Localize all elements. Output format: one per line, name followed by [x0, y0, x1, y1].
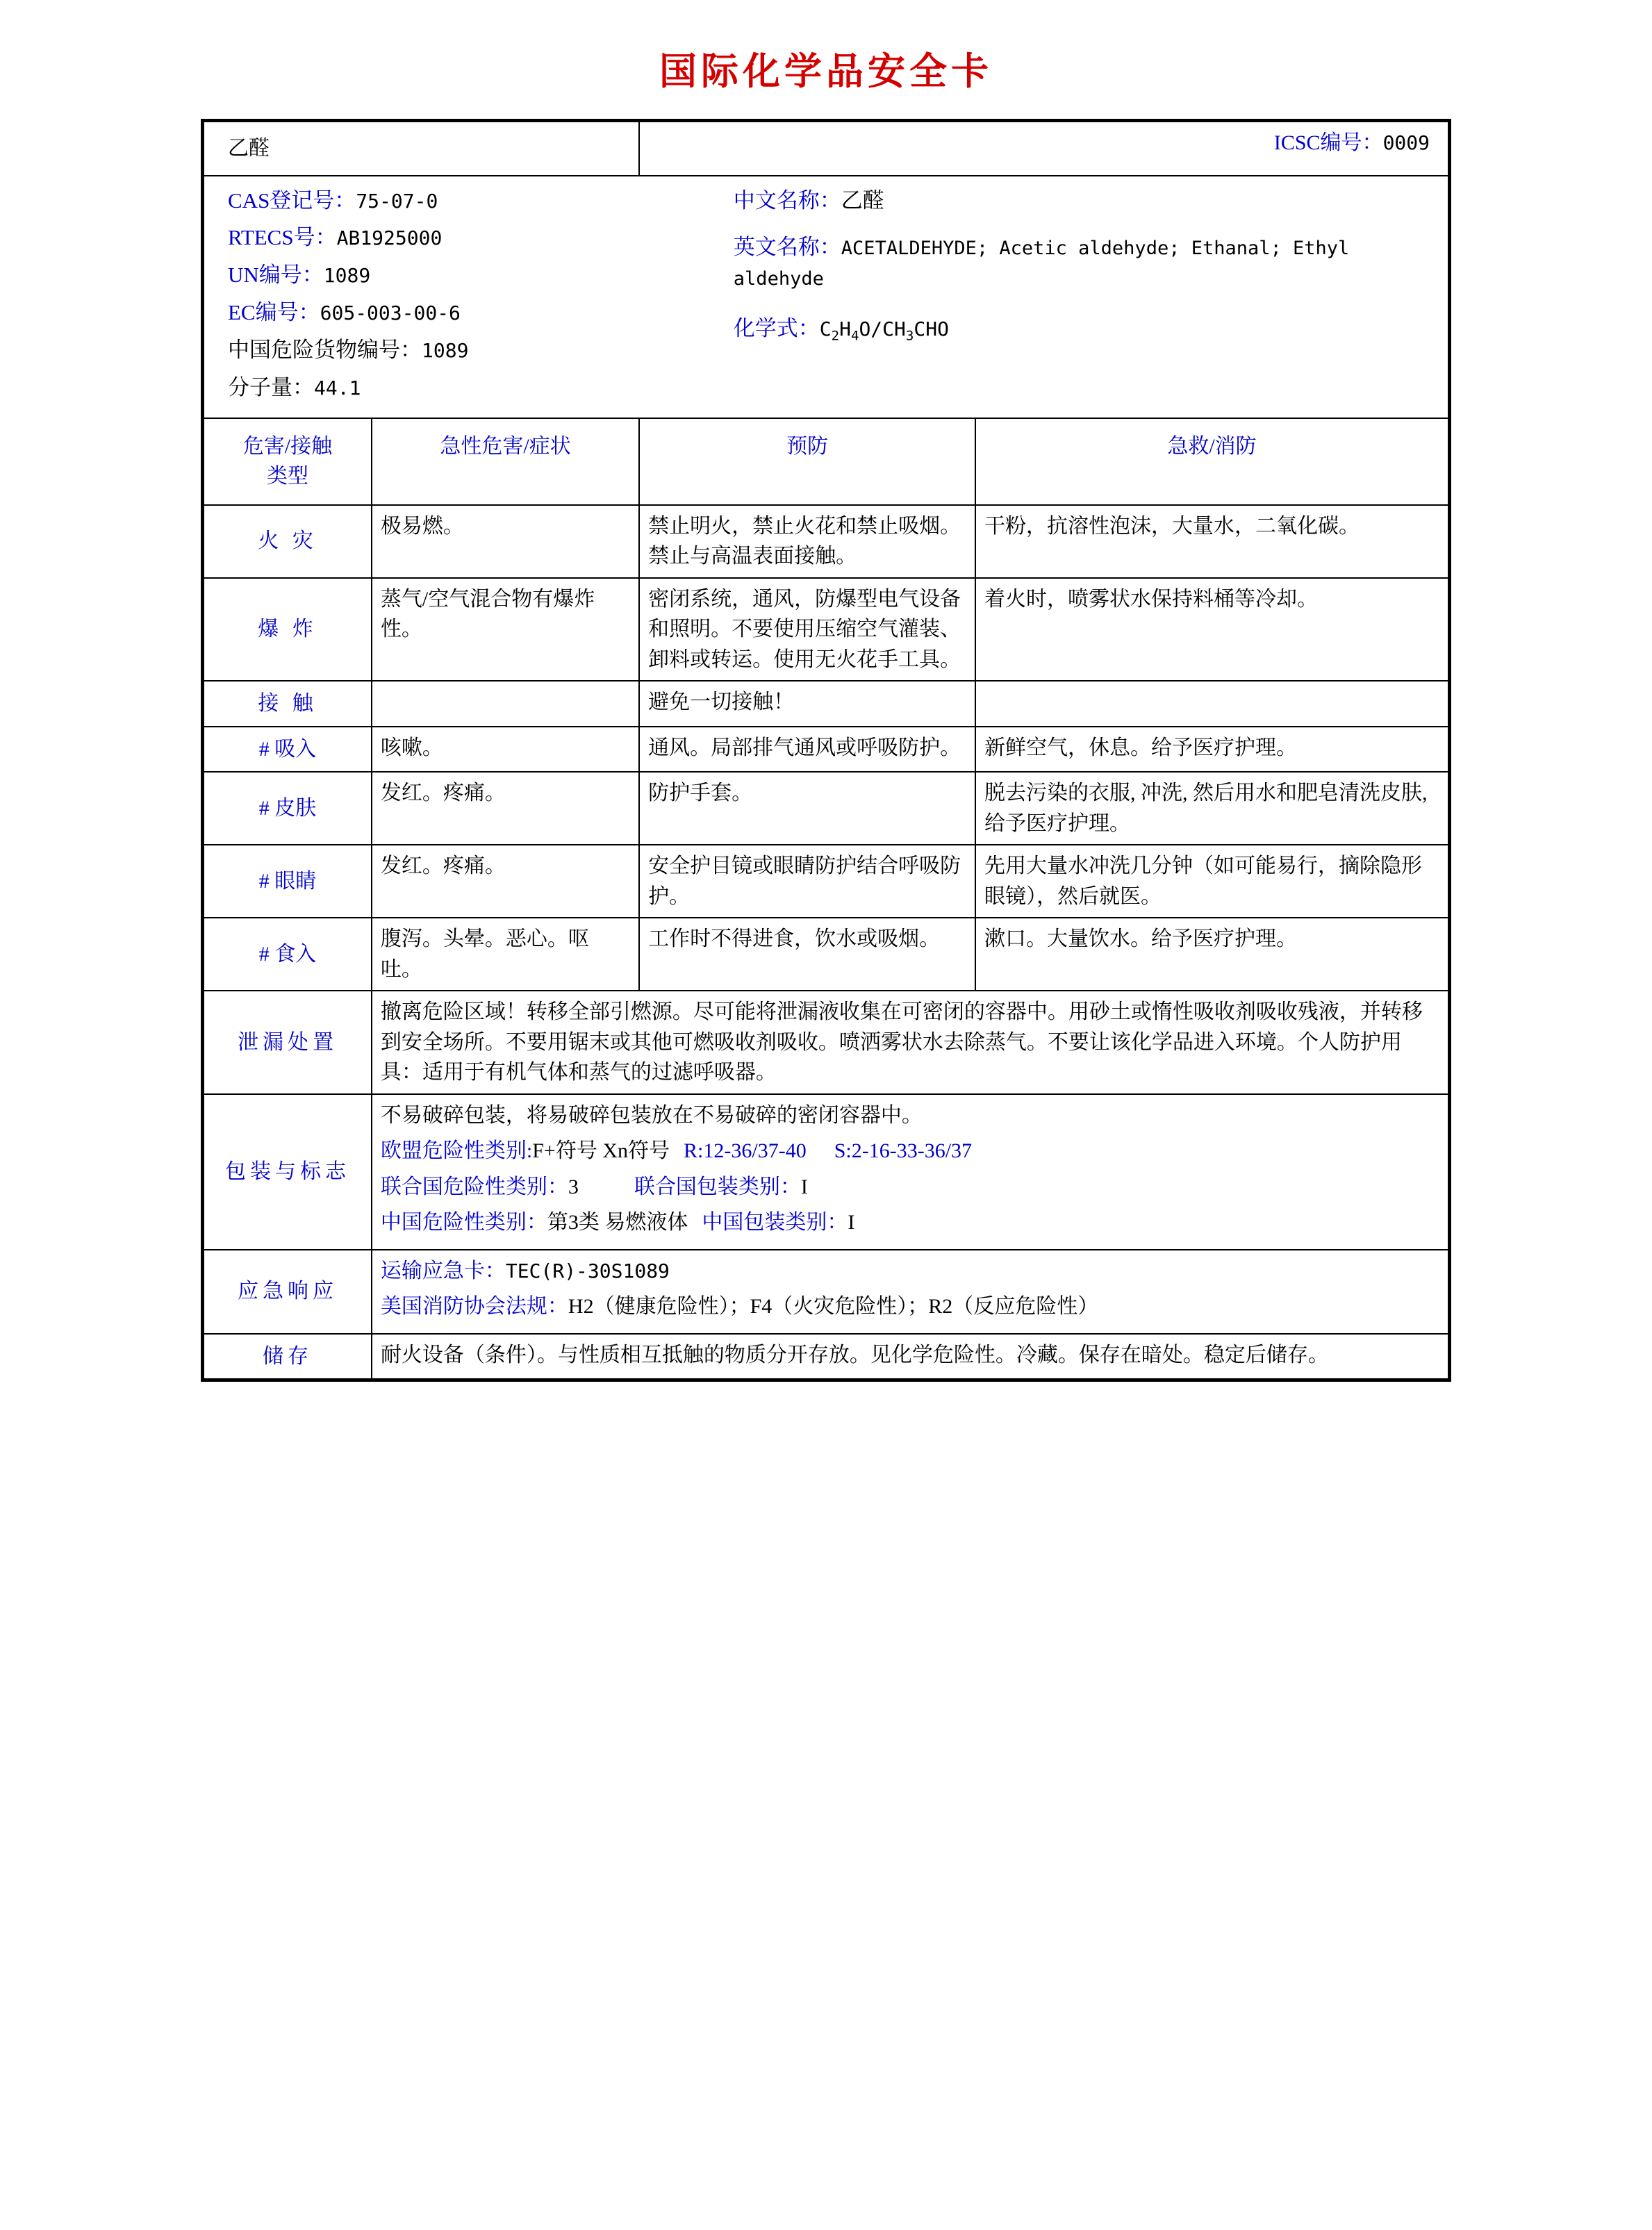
chinese-name-line — [734, 186, 1448, 215]
un-class-label: 联合国危险性类别： — [380, 1175, 568, 1198]
emergency-row — [204, 1250, 1448, 1334]
formula-line — [734, 314, 1448, 345]
table-row — [204, 681, 1448, 727]
formula-value: $C_2H_4O/CH_3CHO$ — [819, 317, 949, 344]
row-exposure-hazard — [372, 681, 639, 727]
icsc-card — [201, 119, 1451, 1382]
cn-class-label: 中国危险性类别： — [380, 1211, 547, 1234]
row-skin-firstaid: 脱去污染的衣服, 冲洗, 然后用水和肥皂清洗皮肤, 给予医疗护理。 — [975, 772, 1448, 845]
english-name-line — [734, 233, 1448, 293]
row-eyes-firstaid: 先用大量水冲洗几分钟（如可能易行，摘除隐形眼镜），然后就医。 — [975, 845, 1448, 918]
row-fire-firstaid: 干粉，抗溶性泡沫，大量水，二氧化碳。 — [975, 505, 1448, 578]
icsc-table — [203, 121, 1449, 1380]
column-header-hazard-type-line1: 危害/接触 — [242, 434, 333, 458]
nfpa-line — [381, 1291, 1439, 1322]
ec-label: EC编号： — [228, 300, 320, 325]
row-exposure-firstaid — [975, 681, 1448, 727]
table-header-row — [204, 418, 1448, 505]
un-packing-group-value: I — [800, 1175, 808, 1198]
eu-class-value: F+符号 Xn符号 — [532, 1139, 670, 1163]
tec-label: 运输应急卡： — [380, 1259, 506, 1282]
row-label-skin: # 皮肤 — [204, 772, 372, 845]
icsc-label: ICSC编号： — [1273, 131, 1383, 154]
eu-r-phrases: R:12-36/37-40 — [684, 1139, 807, 1163]
table-row — [204, 918, 1448, 991]
cas-value: 75-07-0 — [356, 189, 438, 213]
un-class-value: 3 — [568, 1175, 579, 1198]
eu-class-label: 欧盟危险性类别: — [380, 1139, 533, 1163]
column-header-firstaid: 急救/消防 — [975, 418, 1448, 505]
ec-value: 605-003-00-6 — [320, 302, 461, 325]
eu-s-phrases: S:2-16-33-36/37 — [834, 1139, 973, 1163]
row-label-explosion: 爆 炸 — [204, 578, 372, 682]
identification-right-column — [727, 186, 1448, 411]
row-label-exposure: 接 触 — [204, 681, 372, 727]
row-inhalation-hazard: 咳嗽。 — [372, 727, 639, 773]
table-row — [204, 505, 1448, 578]
table-row — [204, 772, 1448, 845]
molecular-weight-label: 分子量： — [228, 374, 314, 399]
icsc-number: 0009 — [1382, 131, 1430, 154]
row-ingestion-firstaid: 漱口。大量饮水。给予医疗护理。 — [975, 918, 1448, 991]
english-name-value: ACETALDEHYDE; Acetic aldehyde; Ethanal; Ethyl aldehyde — [733, 238, 1350, 290]
un-value: 1089 — [323, 264, 371, 288]
row-label-inhalation: # 吸入 — [204, 727, 372, 773]
column-header-acute-hazards: 急性危害/症状 — [372, 418, 639, 505]
molecular-weight-value: 44.1 — [314, 376, 361, 399]
un-line — [228, 261, 727, 290]
molecular-weight-line — [228, 373, 727, 402]
page-title: 国际化学品安全卡 — [659, 49, 993, 93]
column-header-hazard-type-line2: 类型 — [266, 465, 308, 488]
cn-packing-group-label: 中国包装类别： — [702, 1211, 848, 1234]
cn-packing-group-value: I — [848, 1211, 855, 1234]
emergency-block — [372, 1250, 1448, 1334]
cn-dangerous-goods-line — [228, 336, 727, 365]
row-explosion-prevention: 密闭系统，通风，防爆型电气设备和照明。不要使用压缩空气灌装、卸料或转运。使用无火花手工具。 — [639, 578, 975, 682]
row-label-eyes: # 眼睛 — [204, 845, 372, 918]
identification-block — [204, 176, 1448, 418]
table-row — [204, 727, 1448, 773]
cas-label: CAS登记号： — [228, 188, 356, 213]
tec-value: TEC(R)-30S1089 — [505, 1259, 670, 1282]
cn-class-value: 第3类 易燃液体 — [547, 1211, 688, 1234]
row-skin-hazard: 发红。疼痛。 — [372, 772, 639, 845]
row-eyes-prevention: 安全护目镜或眼睛防护结合呼吸防护。 — [639, 845, 975, 918]
spill-row — [204, 991, 1448, 1094]
row-label-ingestion: # 食入 — [204, 918, 372, 991]
packaging-eu-line — [381, 1136, 1439, 1166]
identification-left-column — [204, 186, 727, 411]
packaging-cn-line — [381, 1207, 1439, 1238]
icsc-number-cell — [639, 122, 1448, 176]
tec-line — [381, 1256, 1439, 1287]
row-fire-hazard: 极易燃。 — [372, 505, 639, 578]
nfpa-value: H2（健康危险性）；F4（火灾危险性）；R2（反应危险性） — [568, 1295, 1099, 1319]
storage-text: 耐火设备（条件）。与性质相互抵触的物质分开存放。见化学危险性。冷藏。保存在暗处。稳定后储存。 — [372, 1334, 1448, 1380]
ec-line — [228, 298, 727, 327]
identification-row — [204, 176, 1448, 418]
packaging-line-1: 不易破碎包装，将易破碎包装放在不易破碎的密闭容器中。 — [380, 1103, 923, 1127]
un-packing-group-label: 联合国包装类别： — [634, 1175, 801, 1198]
spill-text: 撤离危险区域！转移全部引燃源。尽可能将泄漏液收集在可密闭的容器中。用砂土或惰性吸收剂吸收残液，并转移到安全场所。不要用锯末或其他可燃吸收剂吸收。喷洒雾状水去除蒸气。不要让该化学品进入环境。个人防护用具：适用于有机气体和蒸气的过滤呼吸器。 — [372, 991, 1448, 1094]
card-header-row — [204, 122, 1448, 176]
chinese-name-label: 中文名称： — [733, 188, 841, 213]
column-header-hazard-type — [204, 418, 372, 505]
row-explosion-firstaid: 着火时，喷雾状水保持料桶等冷却。 — [975, 578, 1448, 682]
row-inhalation-prevention: 通风。局部排气通风或呼吸防护。 — [639, 727, 975, 773]
row-label-fire: 火 灾 — [204, 505, 372, 578]
cn-dangerous-goods-label: 中国危险货物编号： — [228, 337, 422, 362]
row-explosion-hazard: 蒸气/空气混合物有爆炸性。 — [372, 578, 639, 682]
storage-row — [204, 1334, 1448, 1380]
row-fire-prevention: 禁止明火，禁止火花和禁止吸烟。禁止与高温表面接触。 — [639, 505, 975, 578]
table-row — [204, 578, 1448, 682]
row-skin-prevention: 防护手套。 — [639, 772, 975, 845]
formula-label: 化学式： — [733, 316, 820, 341]
row-ingestion-prevention: 工作时不得进食，饮水或吸烟。 — [639, 918, 975, 991]
rtecs-value: AB1925000 — [336, 226, 443, 250]
rtecs-label: RTECS号： — [228, 225, 337, 250]
table-row — [204, 845, 1448, 918]
packaging-row — [204, 1094, 1448, 1250]
english-name-label: 英文名称： — [733, 235, 841, 260]
row-label-spill: 泄漏处置 — [204, 991, 372, 1094]
un-label: UN编号： — [228, 263, 324, 288]
row-inhalation-firstaid: 新鲜空气，休息。给予医疗护理。 — [975, 727, 1448, 773]
chinese-name-value: 乙醛 — [841, 188, 884, 213]
nfpa-label: 美国消防协会法规： — [380, 1295, 568, 1319]
row-eyes-hazard: 发红。疼痛。 — [372, 845, 639, 918]
row-label-storage: 储存 — [204, 1334, 372, 1380]
packaging-block — [372, 1094, 1448, 1250]
packaging-un-line — [381, 1172, 1439, 1203]
column-header-prevention: 预防 — [639, 418, 975, 505]
row-label-emergency: 应急响应 — [204, 1250, 372, 1334]
substance-name: 乙醛 — [204, 122, 639, 176]
row-label-packaging: 包装与标志 — [204, 1094, 372, 1250]
rtecs-line — [228, 223, 727, 252]
cn-dangerous-goods-value: 1089 — [422, 338, 469, 362]
row-ingestion-hazard: 腹泻。头晕。恶心。呕吐。 — [372, 918, 639, 991]
row-exposure-prevention: 避免一切接触！ — [639, 681, 975, 727]
cas-line — [228, 186, 727, 215]
